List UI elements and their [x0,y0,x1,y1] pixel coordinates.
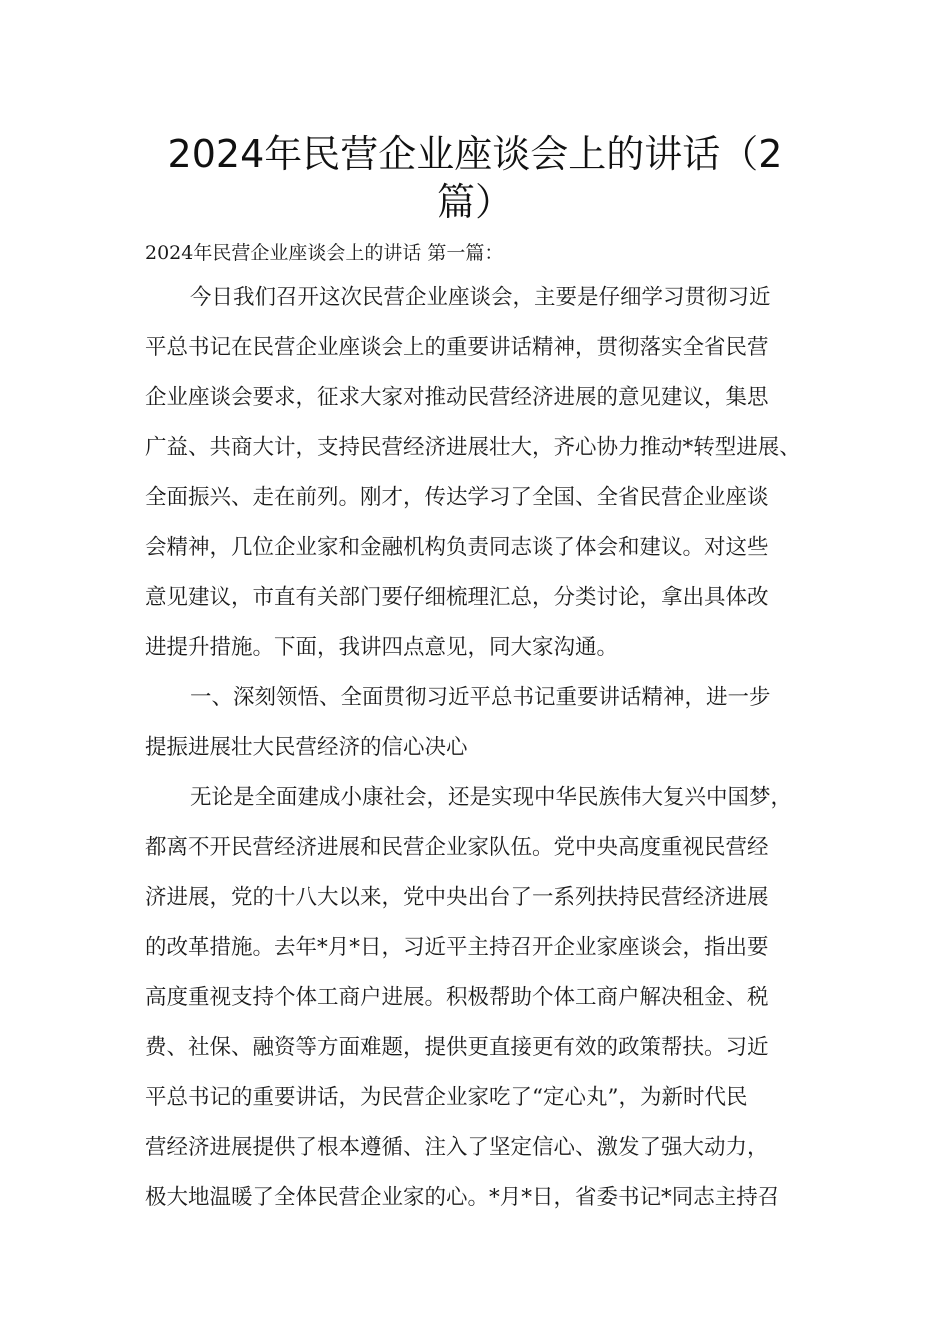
paragraph-line: 进提升措施。下面，我讲四点意见，同大家沟通。 [145,635,619,660]
paragraph-line: 会精神，几位企业家和金融机构负责同志谈了体会和建议。对这些 [145,535,769,560]
section-subtitle: 2024年民营企业座谈会上的讲话 第一篇： [145,242,504,264]
paragraph-line: 的改革措施。去年*月*日，习近平主持召开企业家座谈会，指出要 [145,935,769,960]
paragraph-line: 无论是全面建成小康社会，还是实现中华民族伟大复兴中国梦， [190,785,793,810]
paragraph-line: 平总书记的重要讲话，为民营企业家吃了“定心丸”，为新时代民 [145,1085,748,1110]
paragraph-line: 高度重视支持个体工商户进展。积极帮助个体工商户解决租金、税 [145,985,769,1010]
section-heading-line: 提振进展壮大民营经济的信心决心 [145,735,468,760]
paragraph-line: 极大地温暖了全体民营企业家的心。*月*日，省委书记*同志主持召 [145,1185,780,1210]
paragraph-line: 济进展，党的十八大以来，党中央出台了一系列扶持民营经济进展 [145,885,769,910]
paragraph-line: 都离不开民营经济进展和民营企业家队伍。党中央高度重视民营经 [145,835,769,860]
paragraph-line: 全面振兴、走在前列。刚才，传达学习了全国、全省民营企业座谈 [145,485,769,510]
paragraph-line: 意见建议，市直有关部门要仔细梳理汇总，分类讨论，拿出具体改 [145,585,769,610]
paragraph-line: 费、社保、融资等方面难题，提供更直接更有效的政策帮扶。习近 [145,1035,769,1060]
paragraph-line: 今日我们召开这次民营企业座谈会，主要是仔细学习贯彻习近 [190,285,771,310]
paragraph-line: 广益、共商大计，支持民营经济进展壮大，齐心协力推动*转型进展、 [145,435,801,460]
document-title-line-2: 篇） [436,180,513,224]
paragraph-line: 营经济进展提供了根本遵循、注入了坚定信心、激发了强大动力， [145,1135,769,1160]
document-title-line-1: 2024年民营企业座谈会上的讲话（2 [167,132,783,176]
section-heading-line: 一、深刻领悟、全面贯彻习近平总书记重要讲话精神，进一步 [190,685,771,710]
paragraph-line: 企业座谈会要求，征求大家对推动民营经济进展的意见建议，集思 [145,385,769,410]
paragraph-line: 平总书记在民营企业座谈会上的重要讲话精神，贯彻落实全省民营 [145,335,769,360]
